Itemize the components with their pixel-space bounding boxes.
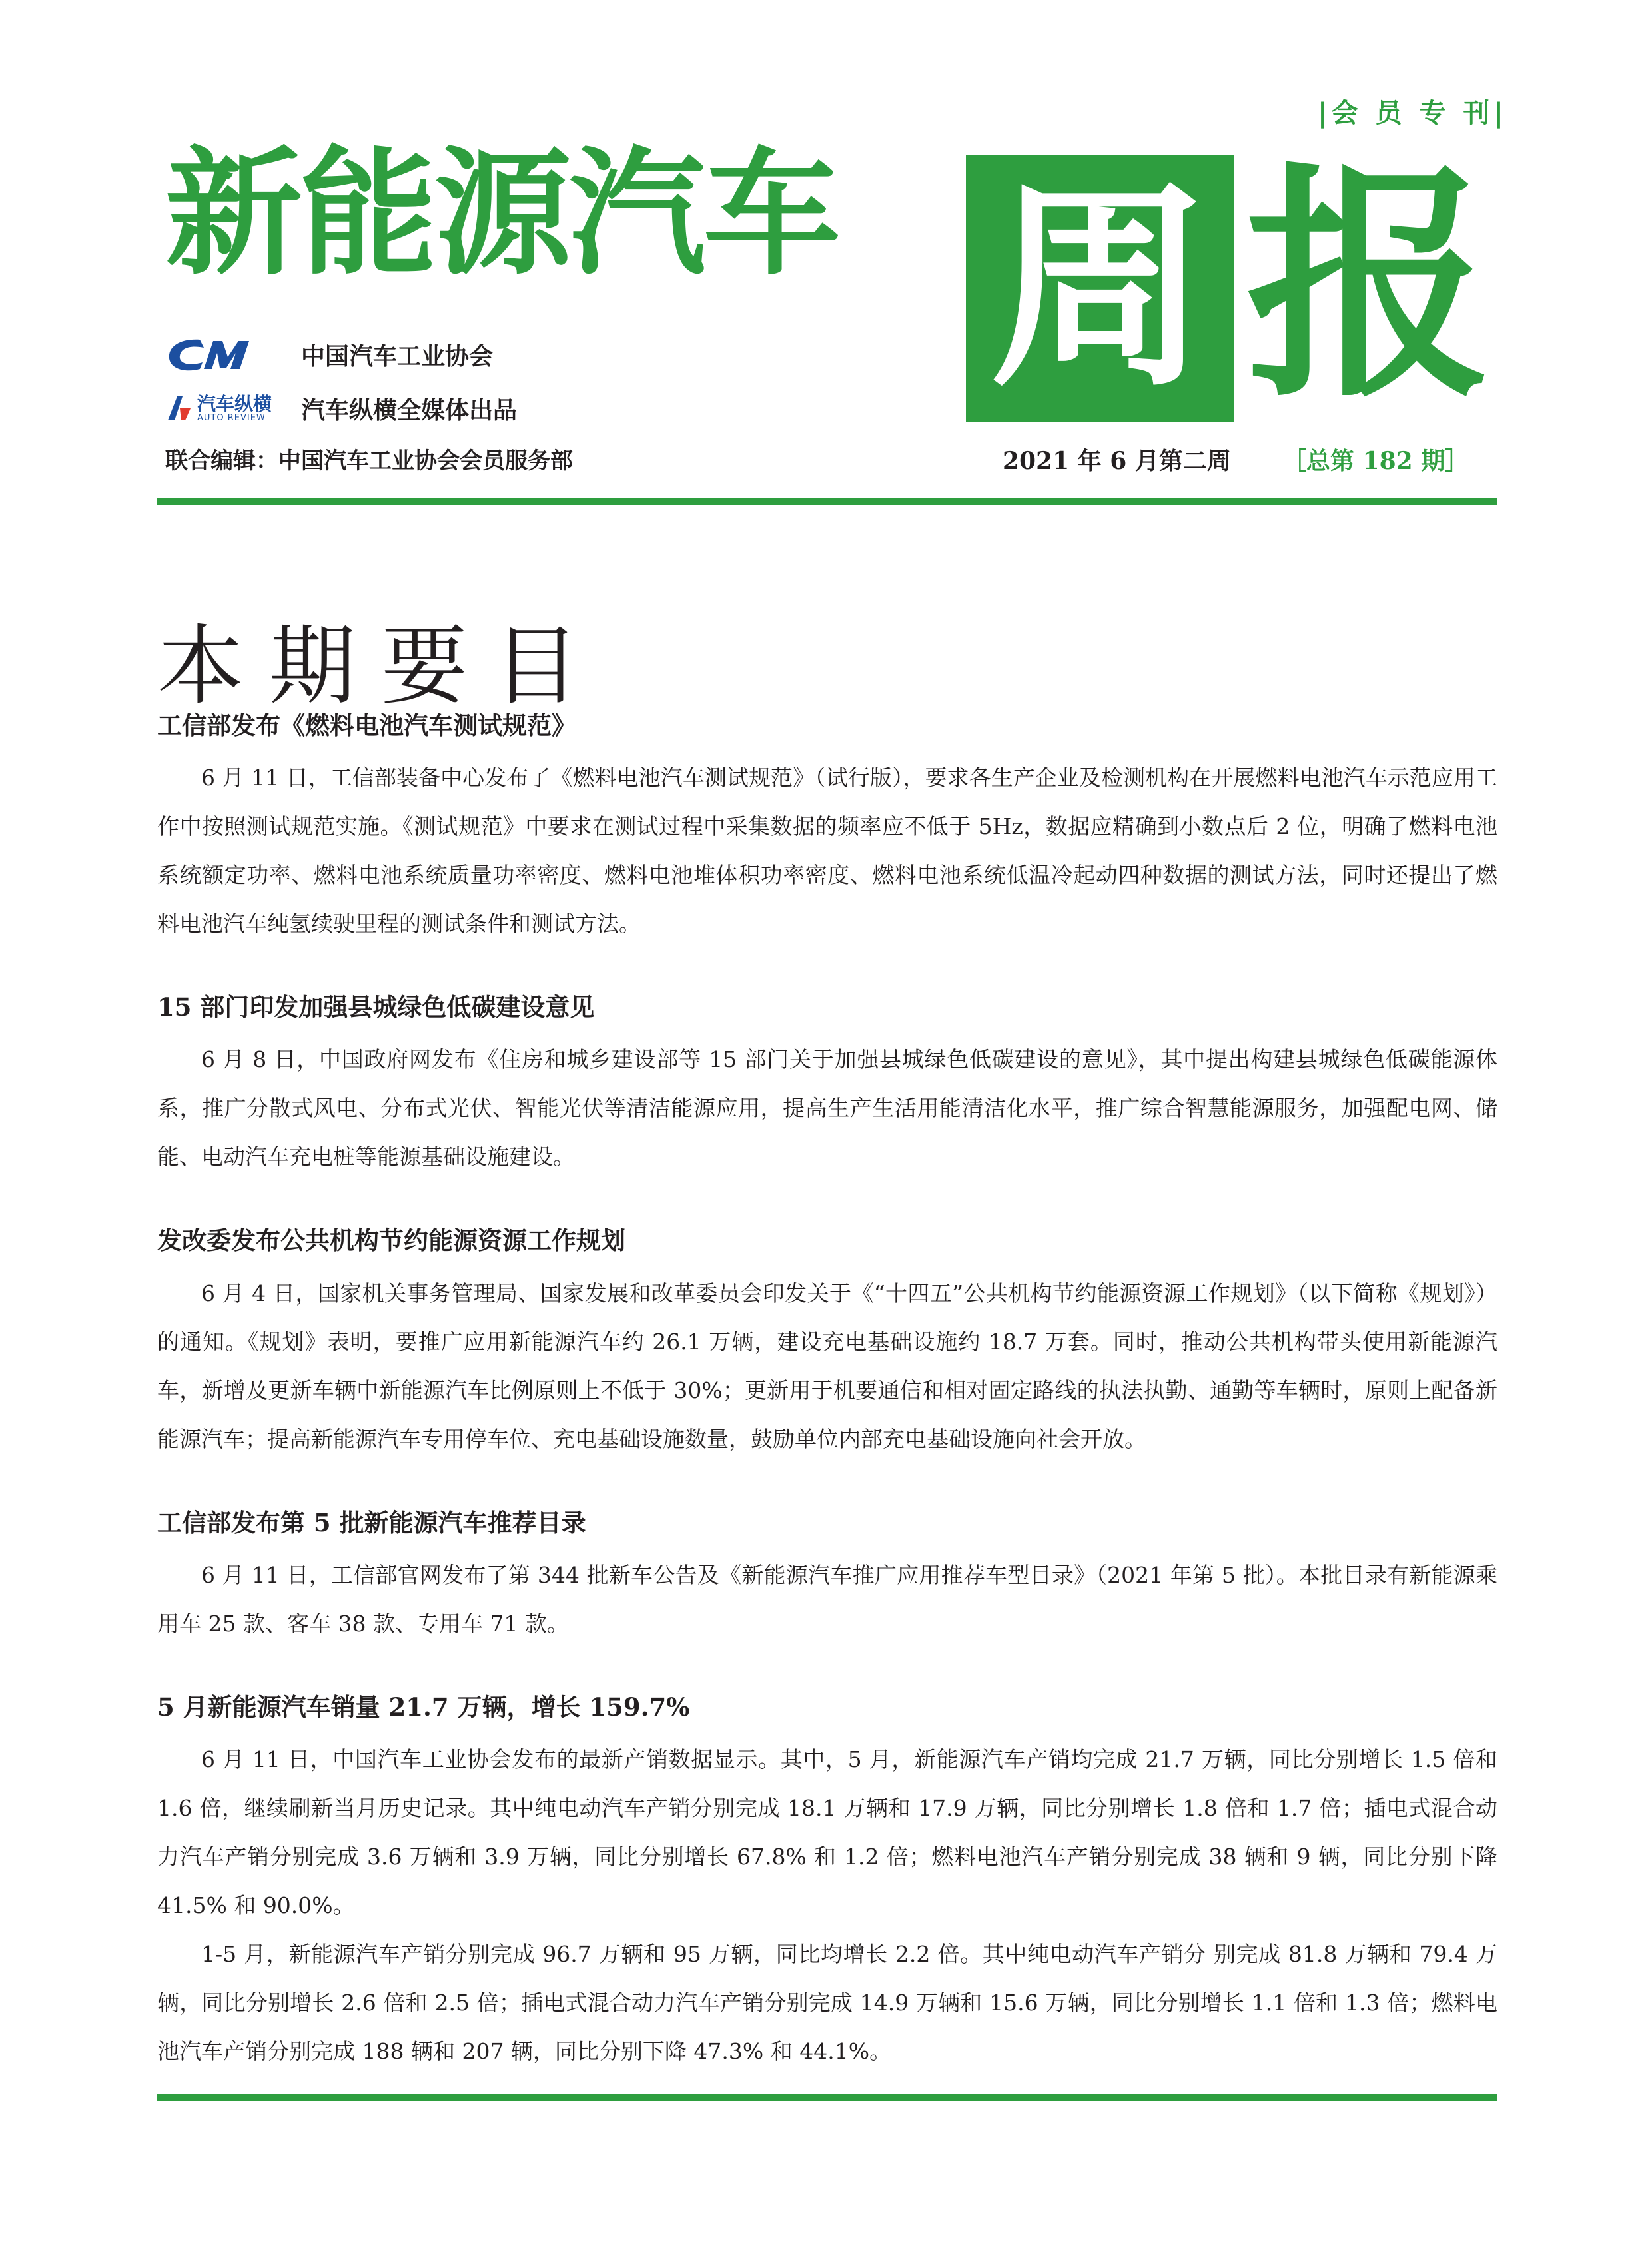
member-edition-tag: |会 员 专 刊| <box>1318 98 1507 129</box>
article-public-institution-energy-plan <box>157 1221 1497 1463</box>
caam-logo-icon <box>165 333 265 376</box>
contents-title: 本期要目 <box>157 615 606 717</box>
auto-review-logo-icon <box>165 394 195 423</box>
masthead-title: 新能源汽车 <box>165 134 839 294</box>
header-divider <box>157 498 1497 505</box>
issue-number: ［总第 182 期］ <box>1282 447 1469 475</box>
article-nev-recommended-catalog <box>157 1503 1497 1648</box>
article-paragraph: 6 月 11 日，工信部装备中心发布了《燃料电池汽车测试规范》（试行版），要求各生产企业及检测机构在开展燃料电池汽车示范应用工作中按照测试规范实施。《测试规范》中要求在测试过程中采集数据的频率应不低于 5Hz，数据应精确到小数点后 2 位，明确了燃料电池系统额定功率、燃料电池系统质量功率密度、燃料电池堆体积功率密度、燃料电池系统低温冷起动四种数据的测试方法，同时还提出了燃料电池汽车纯氢续驶里程的测试条件和测试方法。 <box>157 765 1498 937</box>
article-paragraph: 6 月 4 日，国家机关事务管理局、国家发展和改革委员会印发关于《“十四五”公共机构节约能源资源工作规划》（以下简称《规划》）的通知。《规划》表明，要推广应用新能源汽车约 26.1 万辆，建设充电基础设施约 18.7 万套。同时，推动公共机构带头使用新能源汽车，新增及更新车辆中新能源汽车比例原则上不低于 30%；更新用于机要通信和相对固定路线的执法执勤、通勤等车辆时，原则上配备新能源汽车；提高新能源汽车专用停车位、充电基础设施数量，鼓励单位内部充电基础设施向社会开放。 <box>157 1280 1497 1452</box>
article-title: 发改委发布公共机构节约能源资源工作规划 <box>157 1226 625 1256</box>
article-fuel-cell-test-spec <box>157 706 1497 948</box>
article-paragraph: 6 月 11 日，中国汽车工业协会发布的最新产销数据显示。其中，5 月，新能源汽车产销均完成 21.7 万辆，同比分别增长 1.5 倍和 1.6 倍，继续刷新当月历史记录。其中纯电动汽车产销分别完成 18.1 万辆和 17.9 万辆，同比分别增长 1.8 倍和 1.7 倍；插电式混合动 力汽车产销分别完成 3.6 万辆和 3.9 万辆，同比分别增长 67.8% 和 1.2 倍；燃料电池汽车产销分别完成 38 辆和 9 辆，同比分别下降 41.5% 和 90.0%。 <box>157 1746 1497 1918</box>
article-title: 工信部发布第 5 批新能源汽车推荐目录 <box>157 1507 586 1537</box>
article-title: 5 月新能源汽车销量 21.7 万辆，增长 159.7% <box>157 1692 690 1722</box>
caam-org-name: 中国汽车工业协会 <box>301 342 494 370</box>
article-may-nev-sales <box>157 1688 1497 2075</box>
auto-review-logo-cn: 汽车纵横 <box>197 392 272 415</box>
auto-review-row <box>165 390 517 427</box>
article-paragraph: 6 月 8 日，中国政府网发布《住房和城乡建设部等 15 部门关于加强县城绿色低碳建设的意见》，其中提出构建县城绿色低碳能源体系，推广分散式风电、分布式光伏、智能光伏等清洁能源应用，提高生产生活用能清洁化水平，推广综合智慧能源服务，加强配电网、储能、电动汽车充电桩等能源基础设施建设。 <box>157 1046 1497 1170</box>
footer-divider <box>157 2094 1497 2101</box>
article-county-green-lowcarbon <box>157 988 1497 1181</box>
masthead-title-box <box>966 155 1234 422</box>
auto-review-credit: 汽车纵横全媒体出品 <box>301 396 518 424</box>
caam-org-row <box>165 333 493 376</box>
auto-review-logo-en: AUTO REVIEW <box>197 412 266 423</box>
issue-date: 2021 年 6 月第二周 <box>1003 447 1231 475</box>
article-paragraph: 1-5 月，新能源汽车产销分别完成 96.7 万辆和 95 万辆，同比均增长 2.2 倍。其中纯电动汽车产销分 别完成 81.8 万辆和 79.4 万辆，同比分别增长 2.6 倍和 2.5 倍；插电式混合动力汽车产销分别完成 14.9 万辆和 15.6 万辆，同比分别增长 1.1 倍和 1.3 倍；燃料电池汽车产销分别完成 188 辆和 207 辆，同比分别下降 47.3% 和 44.1%。 <box>157 1940 1497 2064</box>
joint-editor: 联合编辑：中国汽车工业协会会员服务部 <box>165 448 573 474</box>
article-title: 15 部门印发加强县城绿色低碳建设意见 <box>157 992 595 1022</box>
article-title: 工信部发布《燃料电池汽车测试规范》 <box>157 711 576 740</box>
article-paragraph: 6 月 11 日，工信部官网发布了第 344 批新车公告及《新能源汽车推广应用推荐车型目录》（2021 年第 5 批）。本批目录有新能源乘用车 25 款、客车 38 款、专用车 71 款。 <box>157 1561 1497 1637</box>
auto-review-logo <box>165 390 285 427</box>
masthead-title-box-char: 周 <box>990 161 1210 416</box>
article-list <box>157 706 1497 2115</box>
masthead-title-right: 报 <box>1246 144 1492 430</box>
